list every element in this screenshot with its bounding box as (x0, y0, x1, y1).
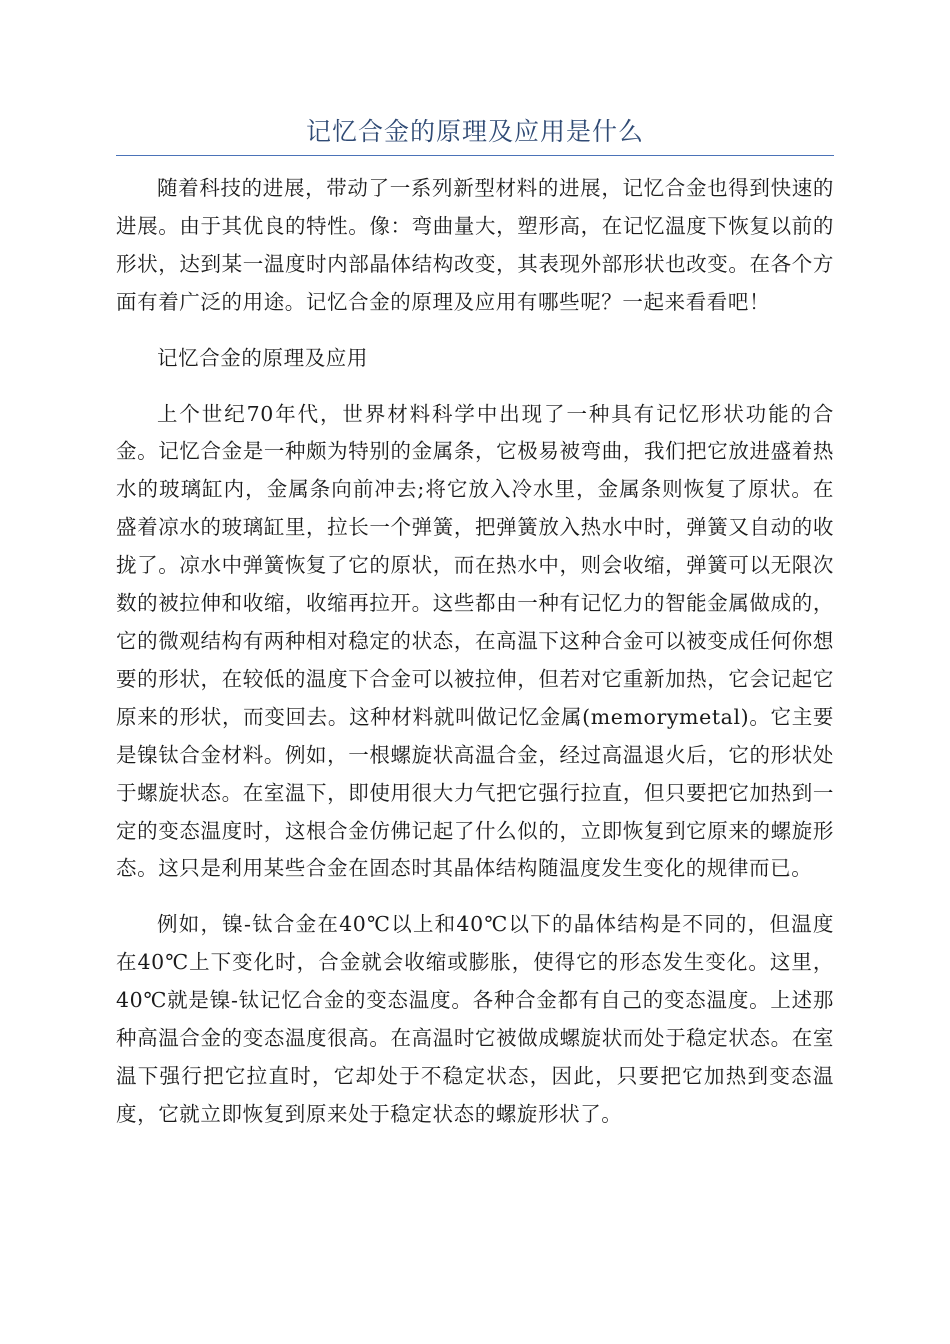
body-paragraph-example: 例如，镍-钛合金在40℃以上和40℃以下的晶体结构是不同的，但温度在40℃上下变化时，合金就会收缩或膨胀，使得它的形态发生变化。这里，40℃就是镍-钛记忆合金的变态温度。各种合金都有自己的变态温度。上述那种高温合金的变态温度很高。在高温时它被做成螺旋状而处于稳定状态。在室温下强行把它拉直时，它却处于不稳定状态，因此，只要把它加热到变态温度，它就立即恢复到原来处于稳定状态的螺旋形状了。 (116, 912, 834, 1126)
document-title: 记忆合金的原理及应用是什么 (305, 117, 644, 146)
title-underline (116, 155, 834, 156)
intro-paragraph: 随着科技的进展，带动了一系列新型材料的进展，记忆合金也得到快速的进展。由于其优良的特性。像：弯曲量大，塑形高，在记忆温度下恢复以前的形状，达到某一温度时内部晶体结构改变，其表现外部形状也改变。在各个方面有着广泛的用途。记忆合金的原理及应用有哪些呢？一起来看看吧！ (116, 176, 834, 314)
document-body (116, 170, 834, 1134)
section-heading: 记忆合金的原理及应用 (157, 345, 368, 370)
body-paragraph-principle: 上个世纪70年代，世界材料科学中出现了一种具有记忆形状功能的合金。记忆合金是一种颇为特别的金属条，它极易被弯曲，我们把它放进盛着热水的玻璃缸内，金属条向前冲去;将它放入冷水里，金属条则恢复了原状。在盛着凉水的玻璃缸里，拉长一个弹簧，把弹簧放入热水中时，弹簧又自动的收拢了。凉水中弹簧恢复了它的原状，而在热水中，则会收缩，弹簧可以无限次数的被拉伸和收缩，收缩再拉开。这些都由一种有记忆力的智能金属做成的，它的微观结构有两种相对稳定的状态，在高温下这种合金可以被变成任何你想要的形状，在较低的温度下合金可以被拉伸，但若对它重新加热，它会记起它原来的形状，而变回去。这种材料就叫做记忆金属(memorymetal)。它主要是镍钛合金材料。例如，一根螺旋状高温合金，经过高温退火后，它的形状处于螺旋状态。在室温下，即使用很大力气把它强行拉直，但只要把它加热到一定的变态温度时，这根合金仿佛记起了什么似的，立即恢复到它原来的螺旋形态。这只是利用某些合金在固态时其晶体结构随温度发生变化的规律而已。 (116, 401, 834, 881)
